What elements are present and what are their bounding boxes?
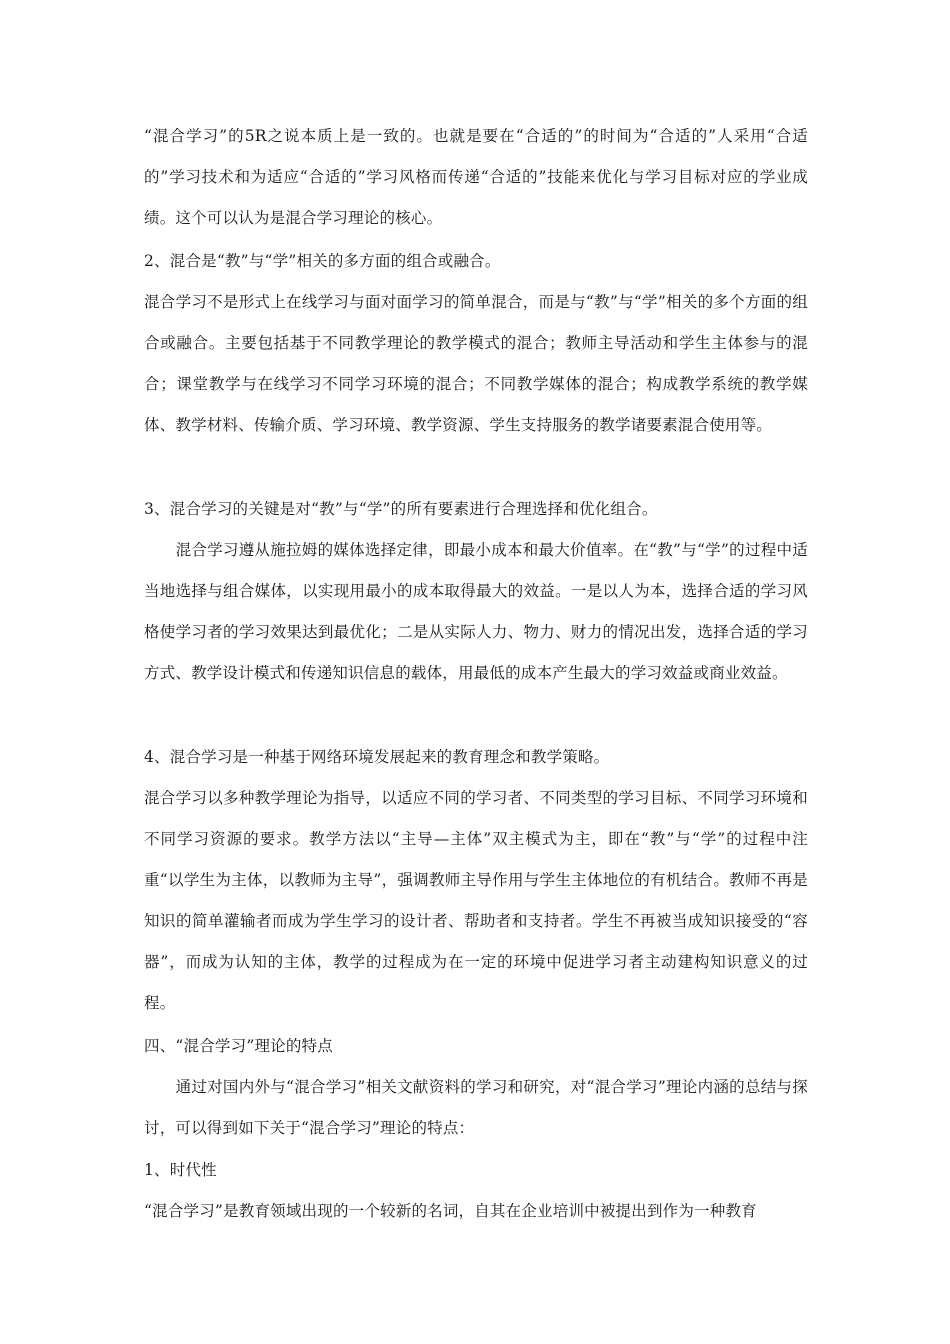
paragraph-feature-1-body: “混合学习”是教育领域出现的一个较新的名词，自其在企业培训中被提出到作为一种教育 xyxy=(144,1202,757,1220)
paragraph-5r-core: “混合学习”的5R之说本质上是一致的。也就是要在“合适的”的时间为“合适的”人采用“合适的”学习技术和为适应“合适的”学习风格而传递“合适的”技能来优化与学习目标对应的学业成绩。这个可以认为是混合学习理论的核心。 xyxy=(144,127,808,227)
heading-feature-1: 1、时代性 xyxy=(144,1161,217,1179)
paragraph-point-4-body: 混合学习以多种教学理论为指导，以适应不同的学习者、不同类型的学习目标、不同学习环境和不同学习资源的要求。教学方法以“主导—主体”双主模式为主，即在“教”与“学”的过程中注重“以学生为主体，以教师为主导”，强调教师主导作用与学生主体地位的有机结合。教师不再是知识的简单灌输者而成为学生学习的设计者、帮助者和支持者。学生不再被当成知识接受的“容器”，而成为认知的主体，教学的过程成为在一定的环境中促进学习者主动建构知识意义的过程。 xyxy=(144,789,808,1012)
paragraph-point-2-body: 混合学习不是形式上在线学习与面对面学习的简单混合，而是与“教”与“学”相关的多个方面的组合或融合。主要包括基于不同教学理论的教学模式的混合；教师主导活动和学生主体参与的混合；课堂教学与在线学习不同学习环境的混合；不同教学媒体的混合；构成教学系统的教学媒体、教学材料、传输介质、学习环境、教学资源、学生支持服务的教学诸要素混合使用等。 xyxy=(144,293,808,434)
paragraph-features-intro: 通过对国内外与“混合学习”相关文献资料的学习和研究，对“混合学习”理论内涵的总结与探讨，可以得到如下关于“混合学习”理论的特点： xyxy=(144,1078,808,1137)
paragraph-point-3-body: 混合学习遵从施拉姆的媒体选择定律，即最小成本和最大价值率。在“教”与“学”的过程中适当地选择与组合媒体，以实现用最小的成本取得最大的效益。一是以人为本，选择合适的学习风格使学习者的学习效果达到最优化；二是从实际人力、物力、财力的情况出发，选择合适的学习方式、教学设计模式和传递知识信息的载体，用最低的成本产生最大的学习效益或商业效益。 xyxy=(144,541,808,682)
heading-point-2: 2、混合是“教”与“学”相关的多方面的组合或融合。 xyxy=(144,252,501,270)
heading-point-4: 4、混合学习是一种基于网络环境发展起来的教育理念和教学策略。 xyxy=(144,748,610,766)
heading-point-3: 3、混合学习的关键是对“教”与“学”的所有要素进行合理选择和优化组合。 xyxy=(144,500,658,518)
section-heading-features: 四、“混合学习”理论的特点 xyxy=(144,1037,333,1055)
